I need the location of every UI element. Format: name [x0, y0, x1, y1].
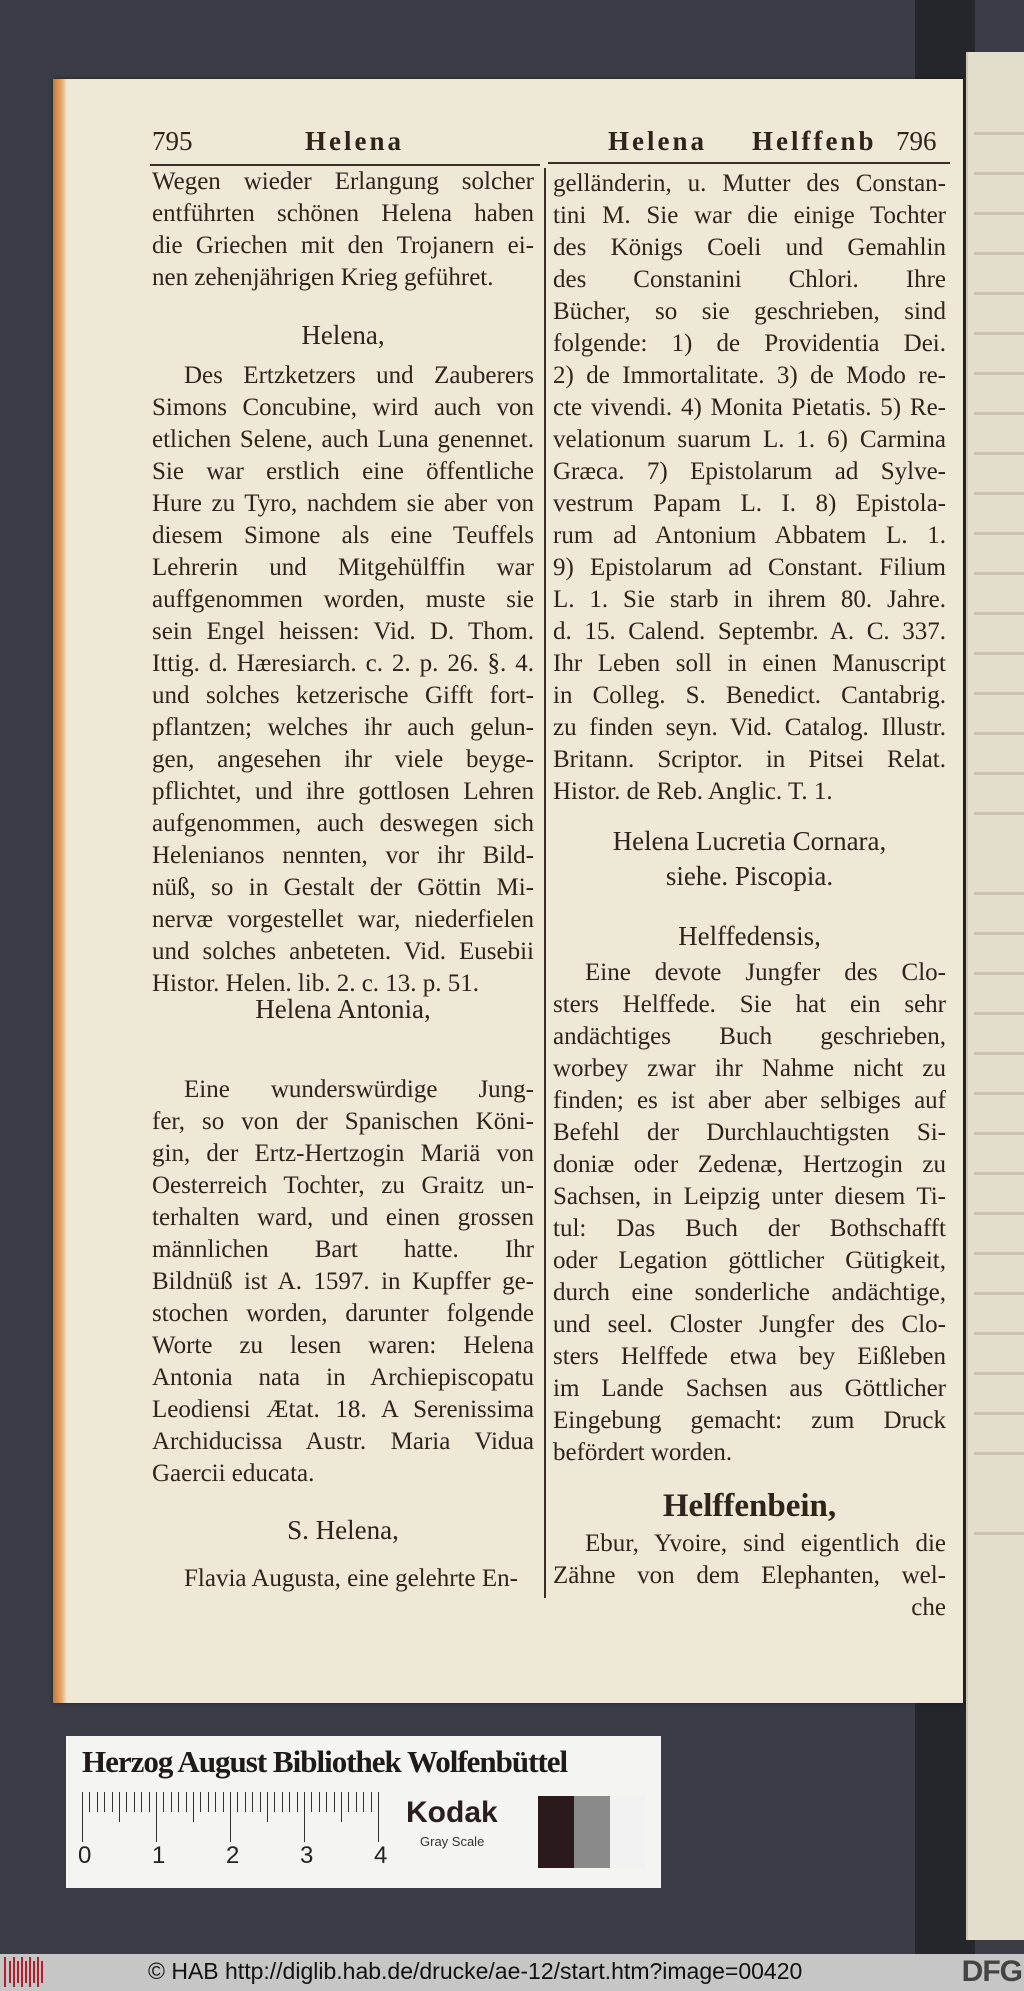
text-line: nüß, so in Gestalt der Göttin Mi- — [152, 874, 534, 901]
text-line: Eine wunderswürdige Jung- — [184, 1076, 534, 1103]
text-line: Ihr Leben soll in einen Manuscript — [553, 650, 946, 677]
gray-patch-mid — [574, 1796, 610, 1868]
ruler-tick — [348, 1792, 349, 1812]
text-line: Worte zu lesen waren: Helena — [152, 1332, 534, 1359]
ruler-tick — [141, 1792, 142, 1812]
library-name: Herzog August Bibliothek Wolfenbüttel — [82, 1744, 568, 1779]
entry-heading: Helffedensis, — [678, 921, 821, 951]
text-line: Eingebung gemacht: zum Druck — [553, 1407, 946, 1434]
color-calibration-card — [66, 1736, 661, 1888]
text-line: in Colleg. S. Benedict. Cantabrig. — [553, 682, 946, 709]
ruler-tick — [171, 1792, 172, 1812]
hab-logo-icon — [4, 1957, 46, 1987]
ruler-tick — [334, 1792, 335, 1812]
ruler-tick — [163, 1792, 164, 1812]
kodak-logo: Kodak — [406, 1796, 498, 1829]
ruler-tick — [119, 1792, 120, 1822]
entry-heading: S. Helena, — [287, 1515, 399, 1545]
text-line: Bücher, so sie geschrieben, sind — [553, 298, 946, 325]
paragraph — [553, 957, 946, 1469]
text-line: Antonia nata in Archiepiscopatu — [152, 1364, 534, 1391]
text-line: zu finden seyn. Vid. Catalog. Illustr. — [553, 714, 946, 741]
ruler — [82, 1792, 382, 1842]
ruler-number: 1 — [152, 1842, 166, 1869]
ruler-tick — [193, 1792, 194, 1822]
entry-heading: Helena Lucretia Cornara, — [612, 826, 887, 856]
text-line: aufgenommen, auch deswegen sich — [152, 810, 534, 837]
ruler-tick — [200, 1792, 201, 1812]
text-line: männlichen Bart hatte. Ihr — [152, 1236, 534, 1263]
ruler-tick — [112, 1792, 113, 1812]
text-line: gen, angesehen ihr viele beyge- — [152, 746, 534, 773]
right-page-number: 796 — [896, 126, 937, 156]
text-line: Archiducissa Austr. Maria Vidua — [152, 1428, 534, 1455]
text-line: etlichen Selene, auch Luna genennet. — [152, 426, 534, 453]
ruler-tick — [208, 1792, 209, 1812]
text-line: doniæ oder Zedenæ, Hertzogin zu — [553, 1151, 946, 1178]
text-line: Eine devote Jungfer des Clo- — [585, 959, 946, 986]
text-line: Des Ertzketzers und Zauberers — [184, 362, 534, 389]
ruler-tick — [230, 1792, 231, 1842]
ruler-tick — [223, 1792, 224, 1812]
ruler-tick — [326, 1792, 327, 1812]
text-line: vestrum Papam L. I. 8) Epistola- — [553, 490, 946, 517]
text-line: Histor. de Reb. Anglic. T. 1. — [553, 778, 833, 805]
text-line: andächtiges Buch geschrieben, — [553, 1023, 946, 1050]
text-line: Simons Concubine, wird auch von — [152, 394, 534, 421]
ruler-tick — [215, 1792, 216, 1812]
text-line: pflichtet, und ihre gottlosen Lehren — [152, 778, 534, 805]
text-line: durch eine sonderliche andächtige, — [553, 1279, 946, 1306]
text-line: Zähne von dem Elephanten, wel- — [553, 1562, 946, 1589]
ruler-tick — [274, 1792, 275, 1812]
ruler-tick — [297, 1792, 298, 1812]
ruler-tick — [289, 1792, 290, 1812]
text-line: sters Helffede etwa bey Eißleben — [553, 1343, 946, 1370]
entry-heading: Helffenbein, — [662, 1488, 837, 1524]
column-divider — [544, 168, 546, 1598]
text-line: gelländerin, u. Mutter des Constan- — [553, 170, 946, 197]
paragraph — [152, 1563, 534, 1595]
text-line: worbey zwar ihr Nahme nicht zu — [553, 1055, 946, 1082]
ruler-tick — [304, 1792, 305, 1842]
text-line: diesem Simone als eine Teuffels — [152, 522, 534, 549]
copyright-url[interactable]: © HAB http://diglib.hab.de/drucke/ae-12/start.htm?image=00420 — [148, 1958, 803, 1984]
ruler-tick — [156, 1792, 157, 1842]
text-line: Lehrerin und Mitgehülffin war — [152, 554, 534, 581]
text-line: auffgenommen worden, muste sie — [152, 586, 534, 613]
ruler-tick — [237, 1792, 238, 1812]
text-line: 9) Epistolarum ad Constant. Filium — [553, 554, 946, 581]
text-line: gin, der Ertz-Hertzogin Mariä von — [152, 1140, 534, 1167]
text-line: oder Legation göttlicher Gütigkeit, — [553, 1247, 946, 1274]
paragraph — [553, 168, 946, 808]
text-line: terhalten ward, und einen grossen — [152, 1204, 534, 1231]
text-line: stochen worden, darunter folgende — [152, 1300, 534, 1327]
paragraph — [152, 166, 534, 294]
ruler-tick — [260, 1792, 261, 1812]
ruler-tick — [97, 1792, 98, 1812]
text-line: che — [911, 1594, 946, 1621]
page-edge — [53, 79, 67, 1703]
text-line: entführten schönen Helena haben — [152, 200, 534, 227]
text-line: velationum suarum L. 1. 6) Carmina — [553, 426, 946, 453]
text-line: finden; es ist aber aber selbiges auf — [553, 1087, 946, 1114]
text-line: sters Helffede. Sie hat ein sehr — [553, 991, 946, 1018]
text-line: 2) de Immortalitate. 3) de Modo re- — [553, 362, 946, 389]
text-line: pflantzen; welches ihr auch gelun- — [152, 714, 534, 741]
header-rule-right — [548, 162, 950, 164]
ruler-tick — [104, 1792, 105, 1812]
text-line: nen zehenjährigen Krieg geführet. — [152, 264, 494, 291]
ruler-tick — [89, 1792, 90, 1812]
dfg-logo: DFG — [961, 1955, 1022, 1988]
entry-heading: siehe. Piscopia. — [665, 861, 834, 891]
text-line: rum ad Antonium Abbatem L. 1. — [553, 522, 946, 549]
ruler-number: 3 — [300, 1842, 314, 1869]
ruler-tick — [311, 1792, 312, 1812]
gray-patch-dark — [538, 1796, 574, 1868]
text-line: die Griechen mit den Trojanern ei- — [152, 232, 534, 259]
text-line: Flavia Augusta, eine gelehrte En- — [184, 1565, 518, 1592]
ruler-tick — [341, 1792, 342, 1822]
ruler-tick — [378, 1792, 379, 1842]
text-line: Sachsen, in Leipzig unter diesem Ti- — [553, 1183, 946, 1210]
ruler-tick — [282, 1792, 283, 1812]
ruler-tick — [126, 1792, 127, 1812]
text-line: Ebur, Yvoire, sind eigentlich die — [585, 1530, 946, 1557]
text-line: und solches anbeteten. Vid. Eusebii — [152, 938, 534, 965]
ruler-tick — [245, 1792, 246, 1812]
ruler-tick — [363, 1792, 364, 1812]
right-running-head-1: Helena — [608, 126, 707, 156]
text-line: tini M. Sie war die einige Tochter — [553, 202, 946, 229]
right-running-head-2: Helffenb — [752, 126, 877, 156]
text-line: sein Engel heissen: Vid. D. Thom. — [152, 618, 534, 645]
ruler-tick — [186, 1792, 187, 1812]
text-line: Oesterreich Tochter, zu Graitz un- — [152, 1172, 534, 1199]
text-line: d. 15. Calend. Septembr. A. C. 337. — [553, 618, 946, 645]
text-line: Græca. 7) Epistolarum ad Sylve- — [553, 458, 946, 485]
text-line: im Lande Sachsen aus Göttlicher — [553, 1375, 946, 1402]
text-line: Wegen wieder Erlangung solcher — [152, 168, 534, 195]
text-line: folgende: 1) de Providentia Dei. — [553, 330, 946, 357]
paragraph — [152, 360, 534, 1000]
ruler-tick — [371, 1792, 372, 1812]
gray-patch-light — [610, 1796, 646, 1868]
left-page-number: 795 — [152, 126, 193, 156]
ruler-tick — [267, 1792, 268, 1822]
left-running-head: Helena — [305, 126, 404, 156]
ruler-number: 4 — [374, 1842, 388, 1869]
ruler-tick — [82, 1792, 83, 1842]
ruler-tick — [319, 1792, 320, 1812]
ruler-tick — [149, 1792, 150, 1812]
text-line: Hure zu Tyro, nachdem sie aber von — [152, 490, 534, 517]
text-line: nervæ vorgestellet war, niederfielen — [152, 906, 534, 933]
gray-scale-label: Gray Scale — [420, 1834, 485, 1849]
text-line: Ittig. d. Hæresiarch. c. 2. p. 26. §. 4. — [152, 650, 534, 677]
footer-bar — [0, 1954, 1024, 1991]
ruler-tick — [356, 1792, 357, 1812]
text-line: des Constanini Chlori. Ihre — [553, 266, 946, 293]
text-line: Britann. Scriptor. in Pitsei Relat. — [553, 746, 946, 773]
text-line: Bildnüß ist A. 1597. in Kupffer ge- — [152, 1268, 534, 1295]
ruler-number: 2 — [226, 1842, 240, 1869]
text-line: und solches ketzerische Gifft fort- — [152, 682, 534, 709]
entry-heading: Helena Antonia, — [255, 994, 431, 1024]
ruler-tick — [134, 1792, 135, 1812]
paragraph — [152, 1074, 534, 1490]
ruler-tick — [252, 1792, 253, 1812]
text-line: Helenianos nennten, vor ihr Bild- — [152, 842, 534, 869]
text-line: fer, so von der Spanischen Köni- — [152, 1108, 534, 1135]
paragraph — [553, 1528, 946, 1624]
text-line: Histor. Helen. lib. 2. c. 13. p. 51. — [152, 970, 480, 997]
text-line: Gaercii educata. — [152, 1460, 315, 1487]
text-line: und seel. Closter Jungfer des Clo- — [553, 1311, 946, 1338]
text-line: tul: Das Buch der Bothschafft — [553, 1215, 946, 1242]
text-line: des Königs Coeli und Gemahlin — [553, 234, 946, 261]
text-line: Leodiensi Ætat. 18. A Serenissima — [152, 1396, 534, 1423]
entry-heading: Helena, — [301, 320, 385, 350]
text-line: Sie war erstlich eine öffentliche — [152, 458, 534, 485]
text-line: befördert worden. — [553, 1439, 733, 1466]
ruler-number: 0 — [78, 1842, 92, 1869]
next-page-edge — [966, 52, 1024, 1940]
text-line: L. 1. Sie starb in ihrem 80. Jahre. — [553, 586, 946, 613]
text-line: Befehl der Durchlauchtigsten Si- — [553, 1119, 946, 1146]
text-line: cte vivendi. 4) Monita Pietatis. 5) Re- — [553, 394, 946, 421]
ruler-tick — [178, 1792, 179, 1812]
